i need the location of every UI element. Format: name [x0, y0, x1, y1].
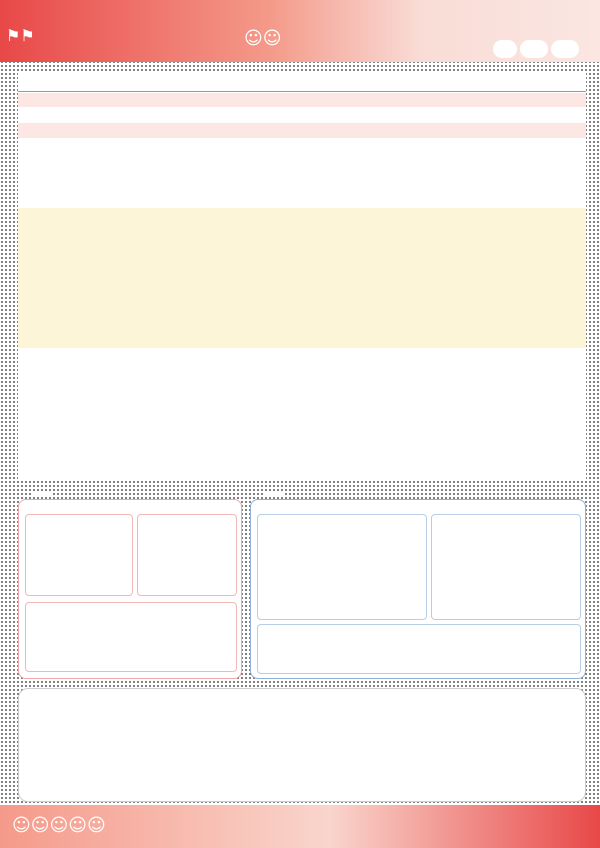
keyword-box	[18, 499, 242, 679]
temperature-chart	[18, 140, 586, 202]
footer	[0, 805, 600, 848]
food-card	[257, 514, 427, 620]
event-card	[25, 602, 237, 672]
keyword-title	[31, 493, 51, 497]
month-jp-badge	[551, 40, 579, 58]
flags-icon: ⚑⚑	[6, 26, 35, 45]
shoku-card	[137, 514, 237, 596]
memo-box[interactable]	[18, 688, 586, 802]
rokuyo-row	[18, 108, 586, 122]
lower-section	[18, 491, 586, 679]
hansoku-box	[250, 499, 586, 679]
calendar-panel	[18, 72, 586, 480]
month-en-badge	[520, 40, 548, 58]
children-illustration-icon: ☺☺	[244, 28, 282, 49]
rokuyo-label	[18, 108, 60, 122]
header	[0, 0, 600, 62]
motivation-area	[18, 350, 586, 478]
hansoku-title	[263, 493, 283, 497]
year-badge	[493, 40, 517, 58]
children-parade-icon: ☺☺☺☺☺	[12, 815, 106, 836]
weekday-label	[18, 93, 60, 107]
today-label	[18, 208, 60, 348]
weather-row	[18, 123, 586, 138]
cloth-card	[257, 624, 581, 674]
day-row	[18, 76, 586, 92]
events-row	[18, 208, 586, 348]
weekday-row	[18, 93, 586, 107]
weather-label	[18, 123, 60, 138]
kurashi-card	[25, 514, 133, 596]
goods-card	[431, 514, 581, 620]
